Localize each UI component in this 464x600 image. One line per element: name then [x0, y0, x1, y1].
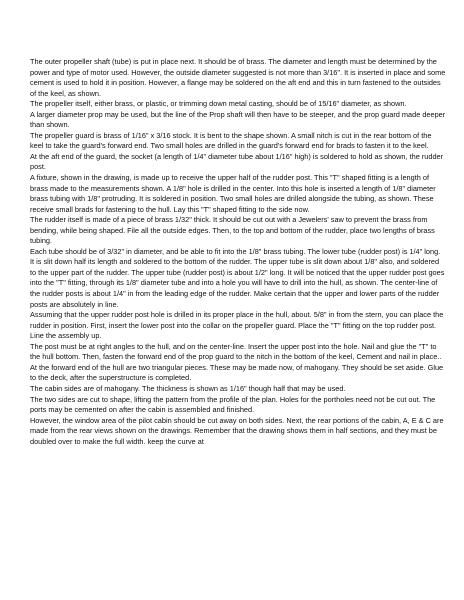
paragraph-larger-prop: A larger diameter prop may be used, but the line of the Prop shaft will then have to be steeper, and the prop guard made deeper than shown. — [30, 109, 446, 130]
paragraph-triangular-pieces: At the forward end of the hull are two triangular pieces. These may be made now, of mahogany. They should be set aside. Glue to the deck, after the superstructure is completed. — [30, 362, 444, 383]
body-text — [30, 57, 446, 447]
paragraph-cut-sides: The two sides are cut to shape, lifting the pattern from the profile of the plan. Holes for the portholes need not be cut out. The ports may be cemented on after the cabin is assembled and finished. — [30, 394, 436, 415]
paragraph-propeller: The propeller itself, either brass, or plastic, or trimming down metal casting, should be of 15/16" diameter, as shown. — [30, 99, 407, 109]
paragraph-rudder: The rudder itself is made of a piece of brass 1/32" thick. It should be cut out with a Jewelers' saw to prevent the brass from bending, while being shaped. File all the outside edges. Then, to the top and bottom of the rudder, place two lengths of brass tubing. — [30, 215, 435, 246]
paragraph-propeller-guard: The propeller guard is brass of 1/16" x 3/16 stock. It is bent to the shape shown. A small nitch is cut in the rear bottom of the keel to take the guard's forward end. Two small holes are drilled in the guard's forward end for brads to fasten it to the keel. — [30, 130, 432, 151]
paragraph-rudder-tubes: Each tube should be of 3/32" in diameter, and be able to fit into the 1/8" brass tubing. The lower tube (rudder post) is 1/4" long. It is slit down half its length and soldered to the bottom of the rudder. The upper tube is slit down about 1/8" also, and soldered to the upper part of the rudder. The upper tube (rudder post) is about 1/2" long. It will be noticed that the upper rudder post goes into the "T" fitting, through its 1/8" diameter tube and into a hole you will have to drill into the hull, as shown. The center-line of the rudder posts is about 1/4" in from the leading edge of the rudder. Make certain that the upper and lower parts of the rudder posts are absolutely in line. — [30, 246, 445, 309]
paragraph-window-area: However, the window area of the pilot cabin should be cut away on both sides. Next, the rear portions of the cabin, A, E & C are made from the rear views shown on the drawings. Remember that the drawing shows them in half sections, and they must be doubled over to make the full width. keep the curve at — [30, 415, 444, 446]
paragraph-propeller-shaft: The outer propeller shaft (tube) is put in place next. It should be of brass. The diameter and length must be determined by the power and type of motor used. However, the outside diameter suggested is not more than 3/16". It is inserted in place and some cement is used to hold it in position. However, a flange may be soldered on the aft end and this in turn fastened to the outsides of the keel, as shown. — [30, 57, 446, 98]
paragraph-cabin-sides: The cabin sides are of mahogany. The thickness is shown as 1/16" though half that may be used. — [30, 383, 346, 393]
paragraph-t-fixture: A fixture, shown in the drawing, is made up to receive the upper half of the rudder post. This "T" shaped fitting is a length of brass made to the measurements shown. A 1/8" hole is drilled in the center. Into this hole is inserted a length of 1/8" diameter brass tubing with 1/8" protruding. It is soldered in position. Two small holes are drilled alongside the tubing, as shown. These receive small brads for fastening to the hull. Lay this "T" shaped fitting to the side now. — [30, 173, 436, 214]
paragraph-post-alignment: The post must be at right angles to the hull, and on the center-line. Insert the upper post into the hole. Nail and glue the "T" to the hull bottom. Then, fasten the forward end of the prop guard to the nitch in the bottom of the keel, Cement and nail in place.. — [30, 341, 442, 362]
paragraph-rudder-install: Assuming that the upper rudder post hole is drilled in its proper place in the hull, about. 5/8" in from the stern, you can place the rudder in position. First, insert the lower post into the collar on the propeller guard. Place the "T" fitting on the top rudder post. Line the assembly up. — [30, 310, 444, 341]
paragraph-guard-socket: At the aft end of the guard, the socket (a length of 1/4" diameter tube about 1/16" high) is soldered to hold as shown, the rudder post. — [30, 151, 444, 172]
